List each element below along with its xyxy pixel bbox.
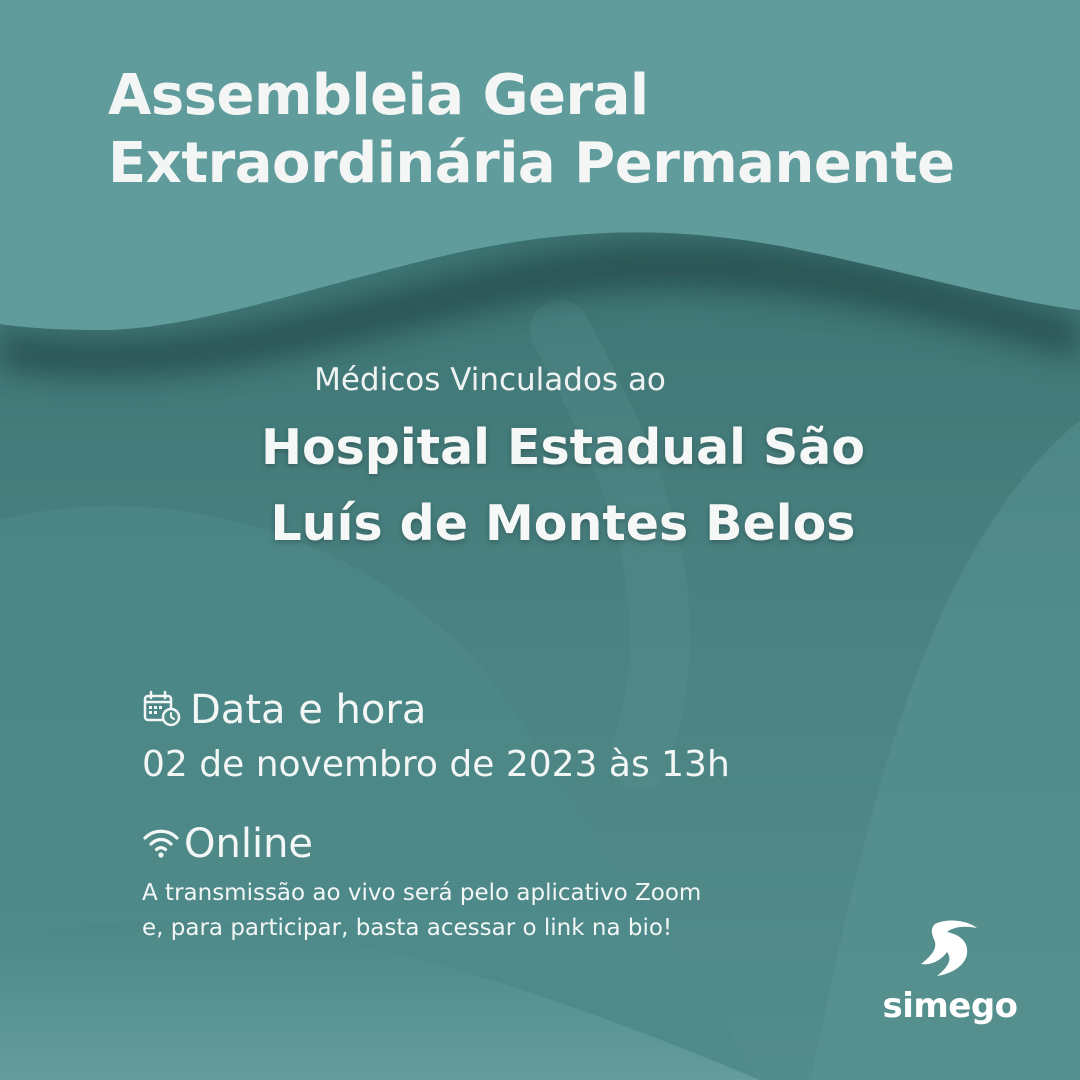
location-heading: Online (184, 821, 314, 867)
audience-intro (0, 360, 1080, 400)
simego-logo-icon (917, 963, 983, 982)
schedule-heading-row (142, 682, 730, 738)
brand-logo (880, 918, 1020, 1024)
location-description (142, 876, 730, 946)
location-heading-row (142, 816, 730, 872)
calendar-clock-icon (142, 688, 182, 732)
location-description-line-1: A transmissão ao vivo será pelo aplicativo Zoom (142, 880, 702, 906)
wifi-icon (142, 825, 180, 863)
hospital-line-1: Hospital Estadual São (260, 419, 866, 476)
schedule-date: 02 de novembro de 2023 às 13h (142, 744, 730, 785)
title-line-2: Extraordinária Permanente (108, 131, 955, 196)
hospital-name (0, 410, 1080, 562)
title-line-1: Assembleia Geral (108, 63, 649, 128)
location-description-line-2: e, para participar, basta acessar o link na bio! (142, 915, 673, 941)
page-title (108, 62, 954, 198)
brand-name: simego (882, 986, 1018, 1026)
audience-intro-text: Médicos Vinculados ao (314, 362, 666, 398)
hospital-line-2: Luís de Montes Belos (270, 495, 856, 552)
schedule-heading: Data e hora (190, 687, 427, 733)
event-info (142, 682, 730, 946)
